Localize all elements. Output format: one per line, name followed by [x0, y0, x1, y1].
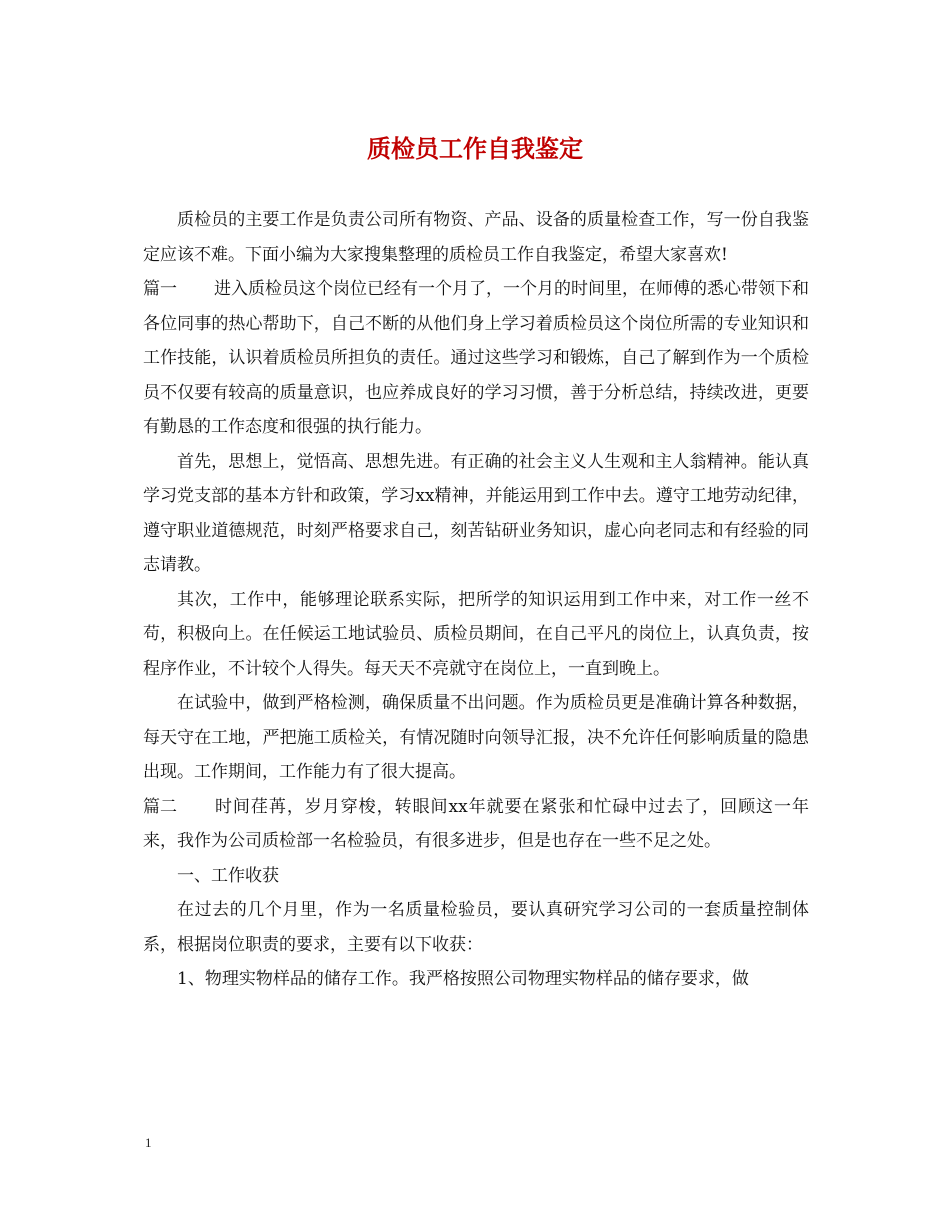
paragraph-part-two: [143, 790, 809, 859]
paragraph-intro: 质检员的主要工作是负责公司所有物资、产品、设备的质量检查工作，写一份自我鉴定应该不难。下面小编为大家搜集整理的质检员工作自我鉴定，希望大家喜欢!: [143, 210, 809, 265]
section-label: 篇一: [143, 279, 177, 299]
paragraph-testing: 在试验中，做到严格检测，确保质量不出问题。作为质检员更是准确计算各种数据，每天守在工地，严把施工质检关，有情况随时向领导汇报，决不允许任何影响质量的隐患出现。工作期间，工作能力有了很大提高。: [143, 693, 809, 782]
document-body: [143, 203, 809, 997]
paragraph-first: 首先，思想上，觉悟高、思想先进。有正确的社会主义人生观和主人翁精神。能认真学习党支部的基本方针和政策，学习xx精神，并能运用到工作中去。遵守工地劳动纪律，遵守职业道德规范，时刻严格要求自己，刻苦钻研业务知识，虚心向老同志和有经验的同志请教。: [143, 451, 809, 575]
paragraph-text: 进入质检员这个岗位已经有一个月了，一个月的时间里，在师傅的悉心带领下和各位同事的热心帮助下，自己不断的从他们身上学习着质检员这个岗位所需的专业知识和工作技能，认识着质检员所担负的责任。通过这些学习和锻炼，自己了解到作为一个质检员不仅要有较高的质量意识，也应养成良好的学习习惯，善于分析总结，持续改进，更要有勤恳的工作态度和很强的执行能力。: [143, 279, 809, 437]
page-number: 1: [145, 1135, 152, 1150]
paragraph-text: 时间荏苒，岁月穿梭，转眼间xx年就要在紧张和忙碌中过去了，回顾这一年来，我作为公司质检部一名检验员，有很多进步，但是也存在一些不足之处。: [143, 796, 809, 851]
section-label: 篇二: [143, 796, 177, 817]
paragraph-second: 其次，工作中，能够理论联系实际，把所学的知识运用到工作中来，对工作一丝不苟，积极向上。在任候运工地试验员、质检员期间，在自己平凡的岗位上，认真负责，按程序作业，不计较个人得失。每天天不亮就守在岗位上，一直到晚上。: [143, 589, 809, 679]
section-heading-gains: 一、工作收获: [177, 865, 279, 886]
document-title: 质检员工作自我鉴定: [367, 134, 583, 163]
paragraph-item-1: 1、物理实物样品的储存工作。我严格按照公司物理实物样品的储存要求，做: [177, 969, 749, 989]
paragraph-gains: 在过去的几个月里，作为一名质量检验员，要认真研究学习公司的一套质量控制体系，根据岗位职责的要求，主要有以下收获：: [143, 900, 809, 955]
paragraph-part-one: [143, 272, 809, 445]
